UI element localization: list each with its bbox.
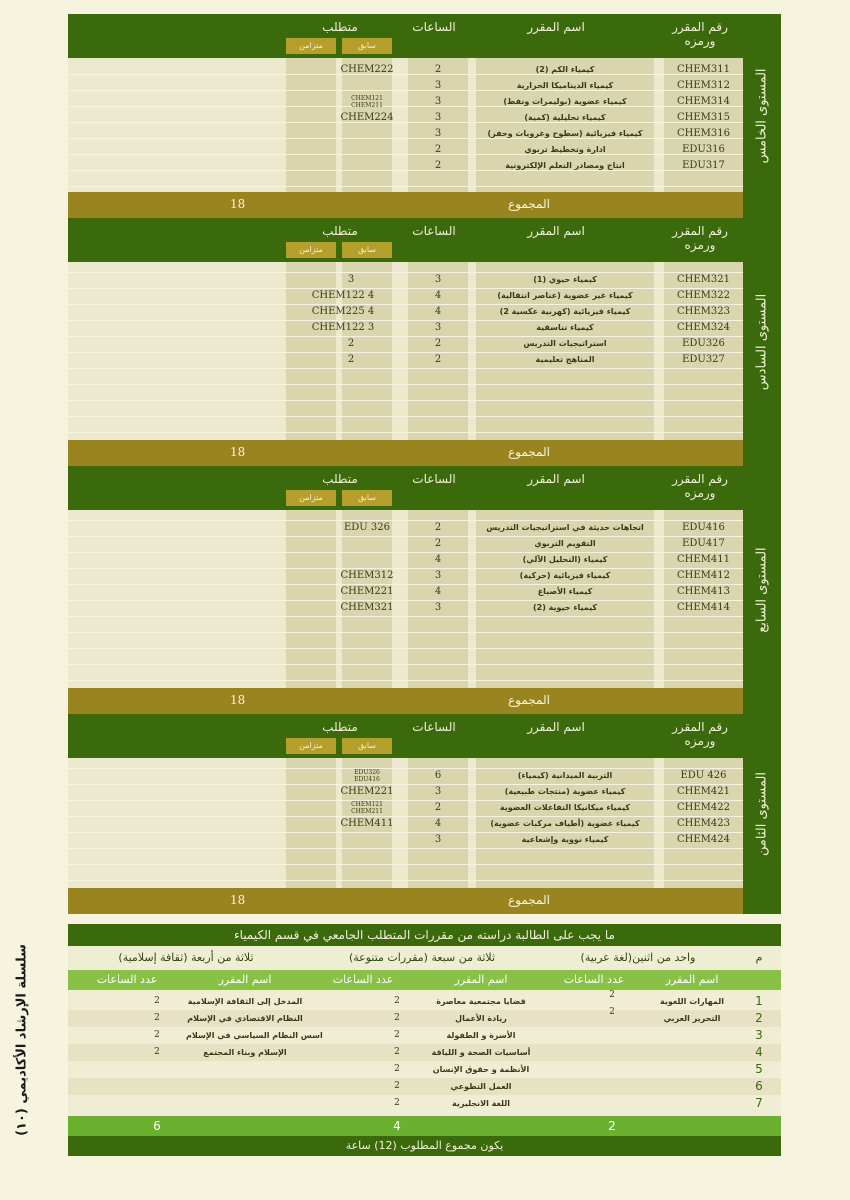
table-row: 6 العمل التطوعي 2 — [68, 1078, 781, 1095]
table-row: EDU317 انتاج ومصادر التعلم الإلكترونية 2 — [434, 160, 725, 171]
table-row: CHEM321 كيمياء حيوي (1) 3 3 — [347, 274, 730, 285]
series-label: سلسلة الإرشاد الأكاديمي (١٠) — [14, 944, 30, 1136]
header-name: اسم المقرر — [527, 20, 585, 34]
header-code: رقم المقرر ورمزه — [672, 20, 728, 48]
level-title: المستوى الثامن — [754, 772, 770, 856]
university-requirements-table — [68, 924, 781, 1156]
table-row: 7 اللغة الانجليزية 2 — [68, 1095, 781, 1112]
table-header: رقم المقرر ورمزه اسم المقرر الساعات متطلب سابق متزامن — [68, 466, 743, 510]
level-5-table — [68, 14, 781, 218]
group-arabic-header: واحد من اثنين(لغة عربية) — [540, 946, 736, 970]
total-row: المجموع 18 — [68, 688, 743, 714]
level-title-bar — [743, 714, 781, 914]
table-row: EDU417 التقويم التربوي 2 — [434, 538, 725, 549]
level-title-bar — [743, 466, 781, 714]
level-7-table — [68, 466, 781, 714]
sum-row: 2 4 6 — [68, 1116, 781, 1136]
table-row: CHEM316 كيمياء فيزيائية (سطوح وغرويات وحفز) 3 — [434, 128, 730, 139]
level-title: المستوى الخامس — [754, 68, 770, 164]
table-row: 3 الأسرة و الطفولة 2 اسس النظام السياسي في الإسلام 2 — [68, 1027, 781, 1044]
table-row: CHEM312 كيمياء الديناميكا الحرارية 3 — [434, 80, 730, 91]
index-header: م — [737, 946, 781, 970]
level-title-bar — [743, 218, 781, 466]
table-row: CHEM423 كيمياء عضوية (أطياف مركبات عضوية) 4 CHEM411 — [340, 818, 730, 829]
columns-header: اسم المقرر عدد الساعات اسم المقرر عدد الساعات اسم المقرر عدد الساعات — [68, 970, 781, 990]
table-row: 4 أساسيات الصحة و اللياقة 2 الإسلام وبناء المجتمع 2 — [68, 1044, 781, 1061]
table-row: 1 المهارات اللغوية 2 قضايا مجتمعية معاصرة 2 المدخل إلى الثقافة الإسلامية 2 — [68, 993, 781, 1010]
table-row: 2 التحرير العربي 2 ريادة الأعمال 2 النظام الاقتصادي في الإسلام 2 — [68, 1010, 781, 1027]
table-row: CHEM422 كيمياء ميكانيكا التفاعلات العضوية 2 CHEM121 CHEM211 — [351, 801, 730, 815]
group-various-header: ثلاثة من سبعة (مقررات متنوعة) — [304, 946, 540, 970]
table-row: EDU327 المناهج تعليمية 2 2 — [347, 354, 725, 365]
table-header — [68, 14, 743, 58]
level-title: المستوى السادس — [754, 293, 770, 391]
table-header: رقم المقرر ورمزه اسم المقرر الساعات متطلب سابق متزامن — [68, 218, 743, 262]
level-6-table — [68, 218, 781, 466]
table-row: EDU 426 التربية الميدانية (كيمياء) 6 EDU326 EDU416 — [354, 769, 727, 783]
table-row: CHEM324 كيمياء تناسقية 3 CHEM122 3 — [311, 322, 730, 333]
requirements-footer: يكون مجموع المطلوب (12) ساعة — [68, 1136, 781, 1156]
requirements-title: ما يجب على الطالبة دراسته من مقررات المتطلب الجامعي في قسم الكيمياء — [68, 924, 781, 946]
table-row: CHEM424 كيمياء نووية وإشعاعية 3 — [434, 834, 730, 845]
header-hours: الساعات — [412, 20, 456, 34]
table-header: رقم المقرر ورمزه اسم المقرر الساعات متطلب سابق متزامن — [68, 714, 743, 758]
level-title-bar — [743, 14, 781, 218]
level-title: المستوى السابع — [754, 547, 770, 633]
table-row: EDU416 اتجاهات حديثة في استراتيجيات التدريس 2 EDU 326 — [343, 522, 725, 533]
table-row: CHEM414 كيمياء حيوية (2) 3 CHEM321 — [340, 602, 730, 613]
level-8-table — [68, 714, 781, 914]
table-row: CHEM413 كيمياء الأصباغ 4 CHEM221 — [340, 586, 730, 597]
table-row: CHEM314 كيمياء عضوية (بوليمرات ونفط) 3 CHEM121 CHEM211 — [351, 95, 730, 109]
table-row: CHEM421 كيمياء عضوية (منتجات طبيعية) 3 CHEM221 — [340, 786, 730, 797]
table-row: CHEM412 كيمياء فيزيائية (حركية) 3 CHEM312 — [340, 570, 730, 581]
total-row: المجموع 18 — [68, 440, 743, 466]
table-row: 5 الأنظمة و حقوق الإنسان 2 — [68, 1061, 781, 1078]
table-row: CHEM411 كيمياء (التحليل الآلي) 4 — [434, 554, 730, 565]
total-row: المجموع 18 — [68, 888, 743, 914]
table-row: CHEM315 كيمياء تحليلية (كمية) 3 CHEM224 — [340, 112, 730, 123]
group-islamic-header: ثلاثة من أربعة (ثقافة إسلامية) — [68, 946, 304, 970]
header-co: متزامن — [286, 38, 336, 54]
table-row: EDU316 ادارة وتخطيط تربوي 2 — [434, 144, 725, 155]
table-row: CHEM322 كيمياء غير عضوية (عناصر انتقالية) 4 CHEM122 4 — [311, 290, 730, 301]
table-row: EDU326 استراتيجيات التدريس 2 2 — [347, 338, 725, 349]
table-row: CHEM311 كيمياء الكم (2) 2 CHEM222 — [340, 64, 730, 75]
table-row: CHEM323 كيمياء فيزيائية (كهربية عكسية 2) 4 CHEM225 4 — [311, 306, 730, 317]
total-row: المجموع 18 — [68, 192, 743, 218]
header-prereq: متطلب — [322, 20, 358, 34]
header-prev: سابق — [342, 38, 392, 54]
